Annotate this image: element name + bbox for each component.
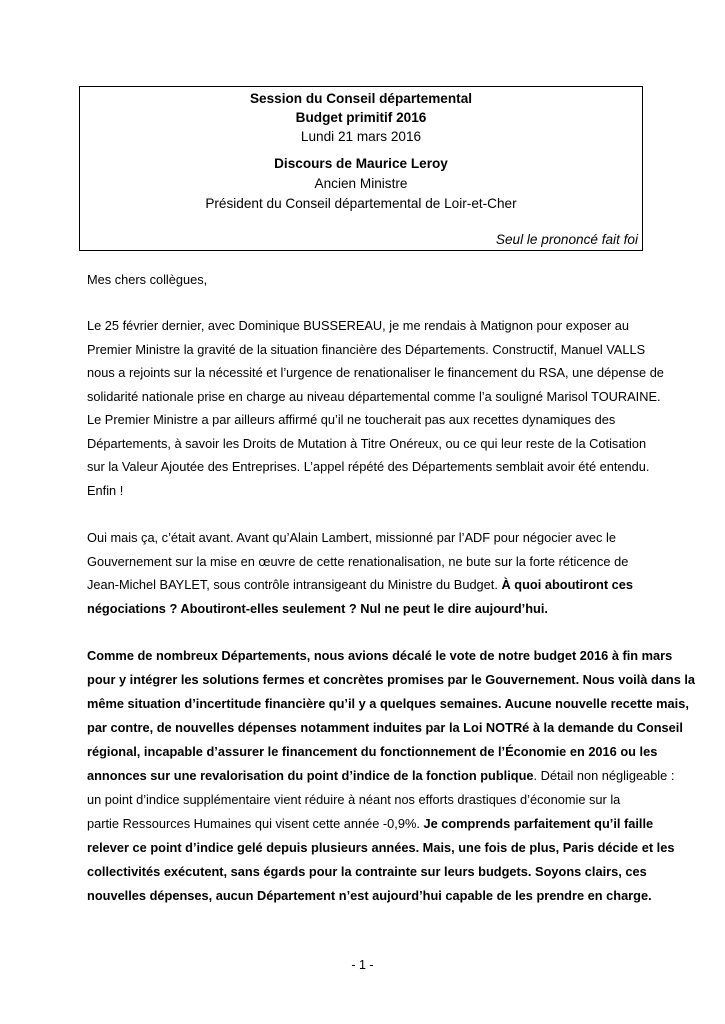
- delivery-note: Seul le prononcé fait foi: [495, 232, 638, 247]
- speaker-role: Ancien Ministre: [314, 176, 408, 191]
- para3-text: . Détail non négligeable :: [533, 768, 675, 783]
- budget-title: Budget primitif 2016: [295, 110, 427, 125]
- salutation: Mes chers collègues,: [87, 272, 208, 287]
- para3-line: [87, 768, 674, 784]
- para1-line: solidarité nationale prise en charge au niveau départemental comme l’a souligné Marisol TOURAINE.: [87, 389, 661, 404]
- para3-emphasis: annonces sur une revalorisation du point d’indice de la fonction publique: [87, 768, 534, 783]
- para2-line: [87, 577, 633, 593]
- para3-line: régional, incapable d’assurer le financement du fonctionnement de l’Économie en 2016 ou les: [87, 744, 658, 759]
- header-box: [79, 86, 643, 251]
- para3-line: nouvelles dépenses, aucun Département n’est aujourd’hui capable de les prendre en charge.: [87, 888, 652, 903]
- para3-line: [87, 816, 653, 832]
- para1-line: Enfin !: [87, 483, 124, 498]
- para2-text: Jean-Michel BAYLET, sous contrôle intransigeant du Ministre du Budget.: [87, 577, 502, 592]
- session-date: Lundi 21 mars 2016: [300, 129, 422, 144]
- para3-line: pour y intégrer les solutions fermes et concrètes promises par le Gouvernement. Nous voilà dans la: [87, 672, 696, 687]
- speech-title: Discours de Maurice Leroy: [274, 156, 448, 171]
- para1-line: Premier Ministre la gravité de la situation financière des Départements. Constructif, Manuel VALLS: [87, 342, 646, 357]
- speaker-position: Président du Conseil départemental de Loir-et-Cher: [205, 196, 517, 211]
- para2-line: Oui mais ça, c’était avant. Avant qu’Alain Lambert, missionné par l’ADF pour négocier avec le: [87, 530, 616, 545]
- para3-text: partie Ressources Humaines qui visent cette année -0,9%.: [87, 816, 424, 831]
- para2-line: Gouvernement sur la mise en œuvre de cette renationalisation, ne bute sur la forte réticence de: [87, 554, 629, 569]
- para3-line: un point d’indice supplémentaire vient réduire à néant nos efforts drastiques d’économie sur la: [87, 792, 621, 807]
- para1-line: Le Premier Ministre a par ailleurs affirmé qu’il ne toucherait pas aux recettes dynamiques des: [87, 412, 616, 427]
- para1-line: Le 25 février dernier, avec Dominique BUSSEREAU, je me rendais à Matignon pour exposer au: [87, 318, 630, 333]
- para3-line: par contre, de nouvelles dépenses notamment induites par la Loi NOTRé à la demande du Conseil: [87, 720, 683, 735]
- page-number: - 1 -: [351, 958, 374, 972]
- para2-emphasis: À quoi aboutiront ces: [501, 577, 633, 592]
- para1-line: nous a rejoints sur la nécessité et l’urgence de renationaliser le financement du RSA, une dépense de: [87, 365, 664, 380]
- para3-line: même situation d’incertitude financière qu’il y a quelques semaines. Aucune nouvelle recette mais,: [87, 696, 689, 711]
- para3-line: relever ce point d’indice gelé depuis plusieurs années. Mais, une fois de plus, Paris décide et les: [87, 840, 675, 855]
- session-title: Session du Conseil départemental: [249, 91, 473, 106]
- para1-line: sur la Valeur Ajoutée des Entreprises. L’appel répété des Départements semblait avoir été entendu.: [87, 459, 650, 474]
- para3-line: Comme de nombreux Départements, nous avions décalé le vote de notre budget 2016 à fin mars: [87, 648, 673, 663]
- para1-line: Départements, à savoir les Droits de Mutation à Titre Onéreux, ou ce qui leur reste de la Cotisation: [87, 436, 647, 451]
- para3-emphasis: Je comprends parfaitement qu’il faille: [423, 816, 654, 831]
- para3-line: collectivités exécutent, sans égards pour la contrainte sur leurs budgets. Soyons clairs, ces: [87, 864, 647, 879]
- para2-line: négociations ? Aboutiront-elles seulement ? Nul ne peut le dire aujourd’hui.: [87, 601, 548, 616]
